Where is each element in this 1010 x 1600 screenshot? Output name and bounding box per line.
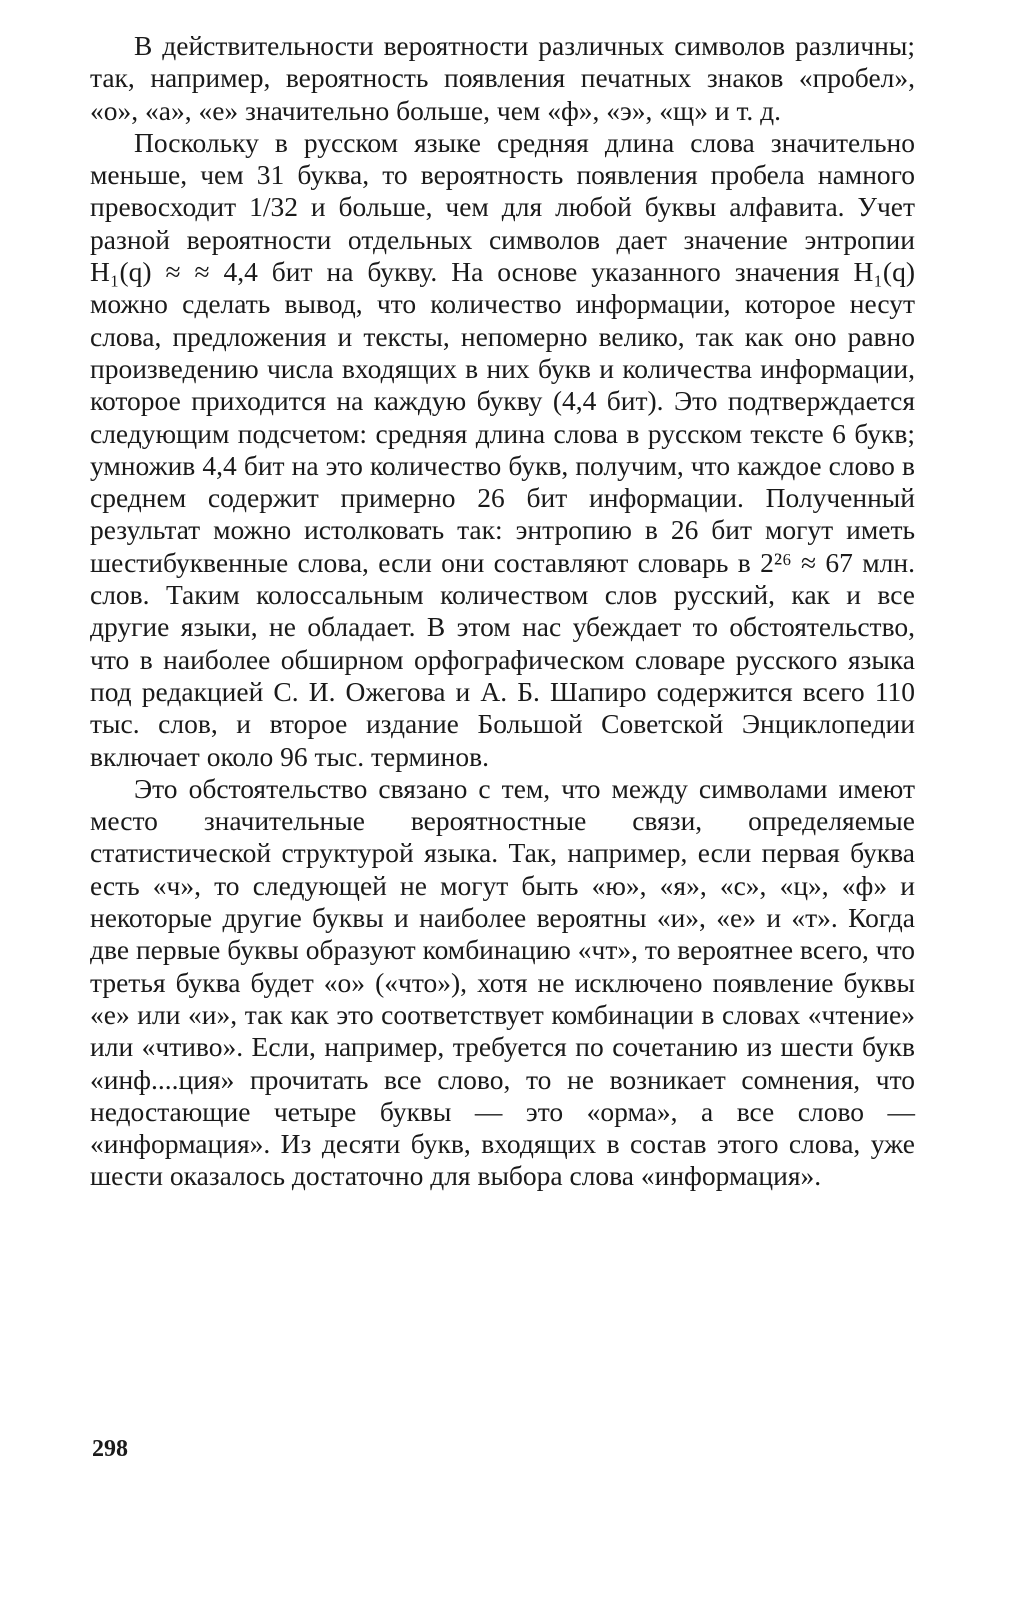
paragraph-1: В действительности вероятности различных символов различны; так, например, вероятность появления печатных знаков «пробел», «о», «а», «е» значительно больше, чем «ф», «э», «щ» и т. д.: [90, 30, 915, 126]
paragraph-3: Это обстоятельство связано с тем, что между символами имеют место значительные вероятностные связи, определяемые статистической структурой языка. Так, например, если первая буква есть «ч», то следующей не могут быть «ю», «я», «с», «ц», «ф» и некоторые другие буквы и наиболее вероятны «и», «е» и «т». Когда две первые буквы образуют комбинацию «чт», то вероятнее всего, что третья буква будет «о» («что»), хотя не исключено появление буквы «е» или «и», так как это соответствует комбинации в словах «чтение» или «чтиво». Если, например, требуется по сочетанию из шести букв «инф....ция» прочитать все слово, то не возникает сомнения, что недостающие четыре буквы — это «орма», а все слово — «информация». Из десяти букв, входящих в состав этого слова, уже шести оказалось достаточно для выбора слова «информация».: [90, 772, 915, 1192]
page-number: 298: [92, 1436, 128, 1462]
paragraph-2: Поскольку в русском языке средняя длина слова значительно меньше, чем 31 буква, то вероятность появления пробела намного превосходит 1/32 и больше, чем для любой буквы алфавита. Учет разной вероятности отдельных символов дает значение энтропии H₁(q) ≈ ≈ 4,4 бит на букву. На основе указанного значения H₁(q) можно сделать вывод, что количество информации, которое несут слова, предложения и тексты, непомерно велико, так как оно равно произведению числа входящих в них букв и количества информации, которое приходится на каждую букву (4,4 бит). Это подтверждается следующим подсчетом: средняя длина слова в русском тексте 6 букв; умножив 4,4 бит на это количество букв, получим, что каждое слово в среднем содержит примерно 26 бит информации. Полученный результат можно истолковать так: энтропию в 26 бит могут иметь шестибуквенные слова, если они составляют словарь в 2²⁶ ≈ 67 млн. слов. Таким колоссальным количеством слов русский, как и все другие языки, не обладает. В этом нас убеждает то обстоятельство, что в наиболее обширном орфографическом словаре русского языка под редакцией С. И. Ожегова и А. Б. Шапиро содержится всего 110 тыс. слов, и второе издание Большой Советской Энциклопедии включает около 96 тыс. терминов.: [90, 126, 915, 772]
page-body: [90, 30, 915, 1193]
